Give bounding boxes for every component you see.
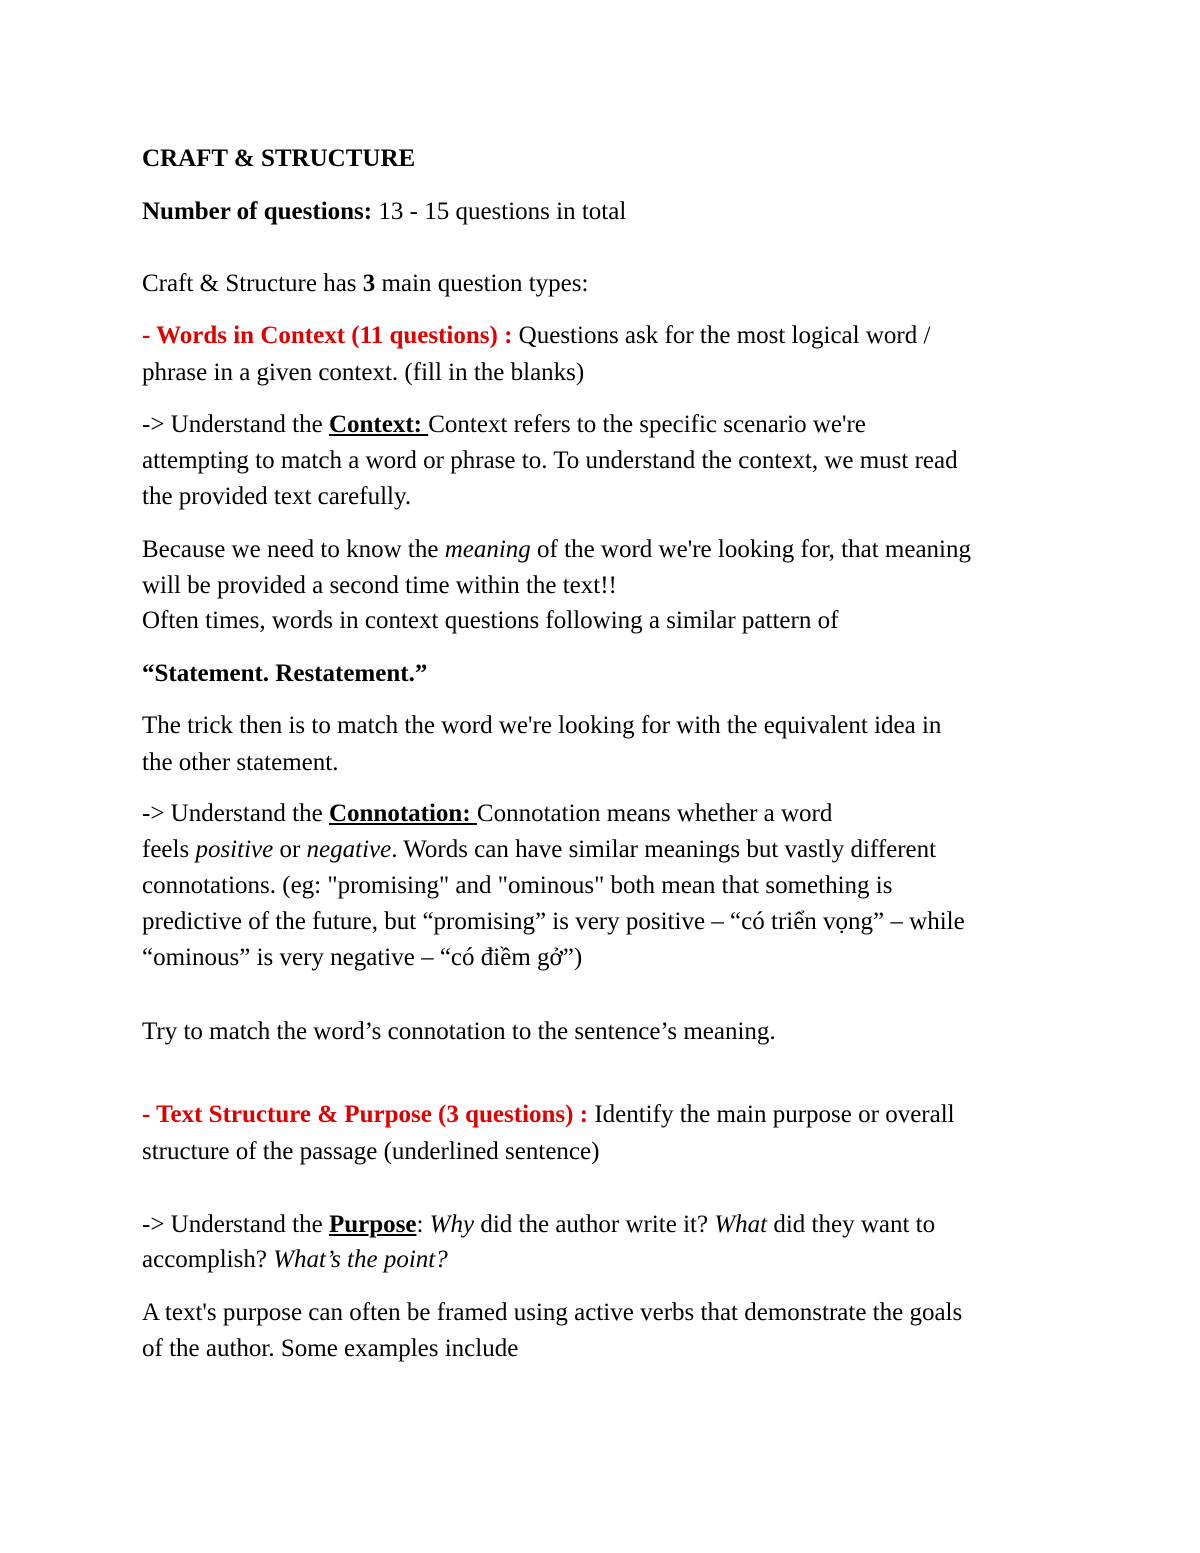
what-em: What: [714, 1211, 768, 1238]
text-structure-desc: Identify the main purpose or overall: [588, 1101, 955, 1128]
trick-line-2: the other statement.: [142, 749, 339, 776]
context-line-1: [142, 412, 866, 437]
match-tip: Try to match the word’s connotation to the sentence’s meaning.: [142, 1018, 776, 1045]
purpose-arrow: -> Understand the: [142, 1211, 329, 1238]
words-in-context-desc-2: phrase in a given context. (fill in the blanks): [142, 359, 585, 386]
context-text: Context refers to the specific scenario we're: [428, 411, 866, 438]
point-em: What’s the point?: [273, 1246, 448, 1273]
feels-text: feels: [142, 836, 196, 863]
verbs-line-2: of the author. Some examples include: [142, 1335, 519, 1362]
why-em: Why: [429, 1211, 475, 1238]
connotation-line-4: predictive of the future, but “promising” is very positive – “có triển vọng” – while: [142, 908, 965, 935]
intro-count: 3: [362, 270, 376, 297]
page-heading: CRAFT & STRUCTURE: [142, 145, 416, 172]
connotation-line-3: connotations. (eg: "promising" and "ominous" both mean that something is: [142, 872, 893, 899]
meaning-line-1: [142, 537, 971, 562]
purpose-line-1: [142, 1212, 935, 1237]
negative-em: negative: [306, 836, 392, 863]
num-questions-label: Number of questions:: [142, 198, 373, 225]
context-line-2: attempting to match a word or phrase to. To understand the context, we must read: [142, 447, 958, 474]
purpose-term: Purpose: [328, 1211, 417, 1238]
positive-em: positive: [195, 836, 274, 863]
text-structure-title: - Text Structure & Purpose (3 questions) :: [142, 1101, 589, 1128]
verbs-line-1: A text's purpose can often be framed using active verbs that demonstrate the goals: [142, 1299, 963, 1326]
words-in-context-title: - Words in Context (11 questions) :: [142, 322, 513, 349]
number-of-questions: [142, 199, 626, 224]
accomplish-text: accomplish?: [142, 1246, 274, 1273]
context-arrow: -> Understand the: [142, 411, 329, 438]
purpose-mid: did the author write it?: [474, 1211, 715, 1238]
intro-pre: Craft & Structure has: [142, 270, 363, 297]
words-in-context-desc: Questions ask for the most logical word /: [512, 322, 931, 349]
meaning-post: of the word we're looking for, that meaning: [530, 536, 971, 563]
purpose-line-2: [142, 1247, 448, 1272]
or-text: or: [273, 836, 307, 863]
connotation-line-2-end: . Words can have similar meanings but vastly different: [391, 836, 937, 863]
text-structure-heading: [142, 1102, 955, 1127]
purpose-colon: :: [416, 1211, 430, 1238]
context-line-3: the provided text carefully.: [142, 483, 412, 510]
words-in-context-heading: [142, 323, 930, 348]
meaning-line-2: will be provided a second time within the text!!: [142, 572, 617, 599]
meaning-em: meaning: [444, 536, 531, 563]
trick-line-1: The trick then is to match the word we're looking for with the equivalent idea in: [142, 712, 942, 739]
connotation-line-2: [142, 837, 936, 862]
meaning-pre: Because we need to know the: [142, 536, 445, 563]
meaning-line-3: Often times, words in context questions following a similar pattern of: [142, 607, 839, 634]
connotation-line-5: “ominous” is very negative – “có điềm gở”): [142, 944, 583, 971]
connotation-term: Connotation:: [328, 800, 477, 827]
pattern-statement: “Statement. Restatement.”: [142, 660, 428, 687]
num-questions-value: 13 - 15 questions in total: [372, 198, 627, 225]
connotation-arrow: -> Understand the: [142, 800, 329, 827]
connotation-line-1: [142, 801, 832, 826]
context-term: Context:: [328, 411, 429, 438]
intro-line: [142, 271, 588, 296]
connotation-text: Connotation means whether a word: [476, 800, 833, 827]
purpose-end: did they want to: [767, 1211, 936, 1238]
text-structure-desc-2: structure of the passage (underlined sentence): [142, 1138, 600, 1165]
intro-post: main question types:: [375, 270, 589, 297]
